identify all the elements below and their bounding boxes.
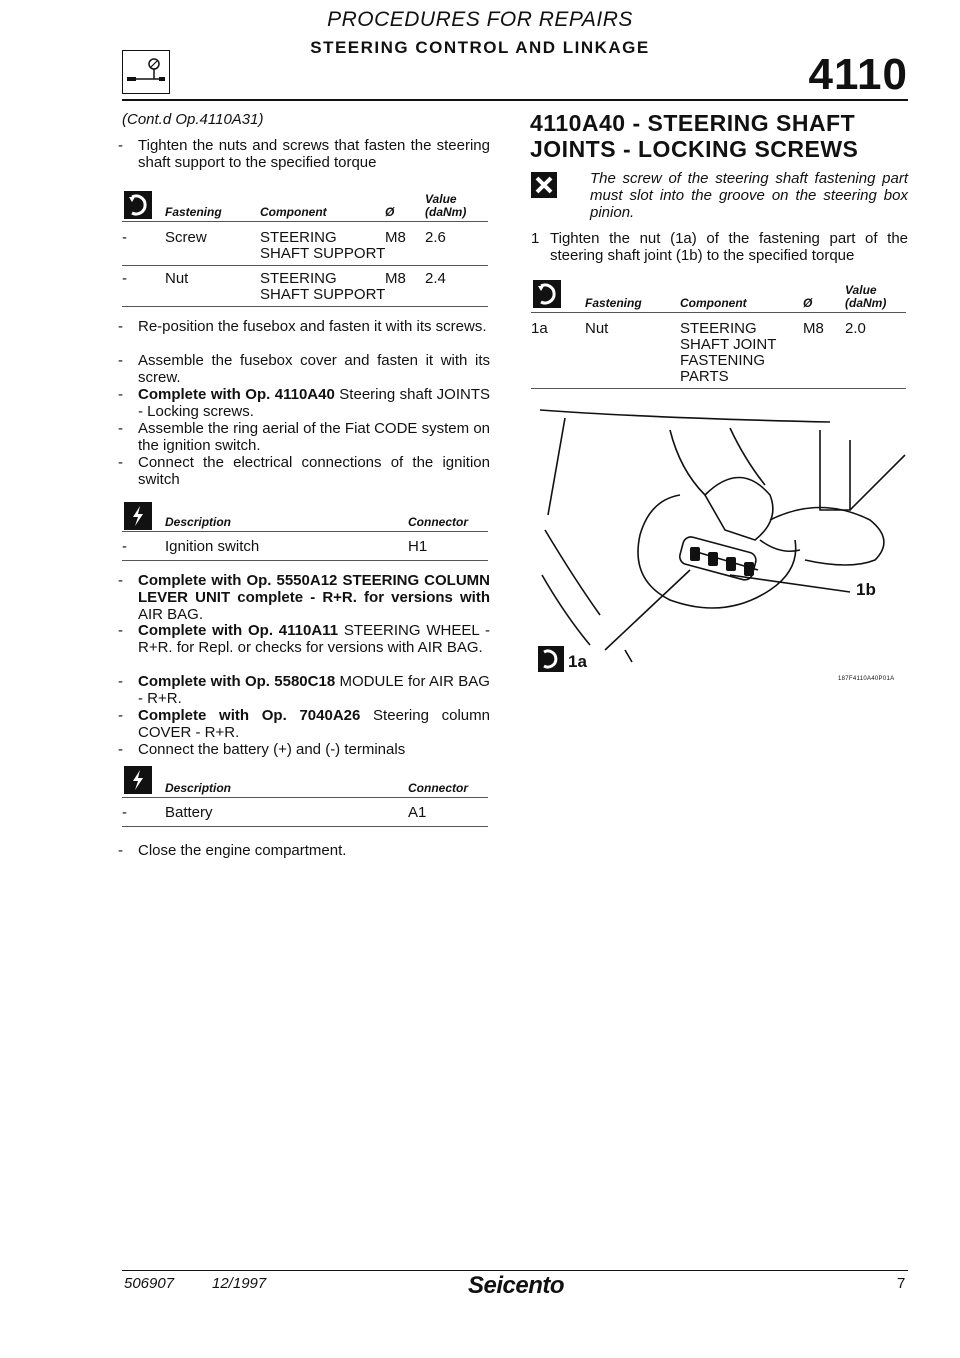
row-component-2: SHAFT JOINT	[680, 336, 777, 353]
continuation-note: (Cont.d Op.4110A31)	[122, 111, 264, 128]
section-heading: 4110A40 - STEERING SHAFT JOINTS - LOCKING SCREWS	[530, 110, 859, 162]
row-value: 2.0	[845, 320, 866, 337]
row-diameter: M8	[803, 320, 824, 337]
row-diameter: M8	[385, 229, 406, 246]
step-reposition-fusebox: - Re-position the fusebox and fasten it with its screws.	[118, 318, 487, 335]
figure-code: 187F4110A40P01A	[838, 676, 895, 682]
row-connector: H1	[408, 538, 428, 555]
col-description: Description	[165, 515, 232, 529]
page-number: 7	[897, 1275, 906, 1292]
row-description: Battery	[165, 804, 213, 821]
row-value: 2.4	[425, 270, 446, 287]
col-connector: Connector	[408, 515, 468, 529]
table-rule	[122, 826, 488, 827]
row-value: 2.6	[425, 229, 446, 246]
row-fastening: Screw	[165, 229, 207, 246]
torque-wrench-icon	[533, 280, 561, 308]
row-component-4: PARTS	[680, 368, 729, 385]
torque-wrench-icon	[124, 191, 152, 219]
step-complete-5550a12: - Complete with Op. 5550A12 STEERING COLUMN LEVER UNIT complete - R+R. for versions with AIR BAG.	[118, 572, 490, 623]
footer-rule	[122, 1270, 908, 1271]
row-diameter: M8	[385, 270, 406, 287]
table-rule	[122, 221, 488, 222]
table-rule	[122, 265, 488, 266]
table-rule	[122, 560, 488, 561]
step-close-engine: - Close the engine compartment.	[118, 842, 347, 859]
row-mark: -	[122, 804, 127, 821]
step-complete-7040a26: - Complete with Op. 7040A26 Steering column COVER - R+R.	[118, 707, 490, 741]
row-mark: -	[122, 229, 127, 246]
table-rule	[122, 306, 488, 307]
row-fastening: Nut	[165, 270, 189, 287]
step-tighten-support: - Tighten the nuts and screws that fasten the steering shaft support to the specified torque	[118, 137, 490, 171]
col-value-2: (daNm)	[425, 205, 467, 219]
brand-logo: Seicento	[468, 1272, 565, 1299]
header-top-title: PROCEDURES FOR REPAIRS	[327, 8, 633, 31]
table-rule	[531, 388, 906, 389]
header-rule	[122, 99, 908, 101]
doc-number: 506907	[124, 1275, 175, 1292]
col-component: Component	[260, 205, 327, 219]
col-description: Description	[165, 781, 232, 795]
col-value-2: (daNm)	[845, 296, 887, 310]
step-ring-aerial: - Assemble the ring aerial of the Fiat CODE system on the ignition switch.	[118, 420, 490, 454]
doc-date: 12/1997	[212, 1275, 267, 1292]
label-1b: 1b	[856, 580, 876, 599]
table-rule	[122, 531, 488, 532]
label-1a: 1a	[568, 652, 587, 671]
step-assemble-cover: - Assemble the fusebox cover and fasten it with its screw.	[118, 352, 490, 386]
col-diameter: Ø	[385, 205, 395, 219]
row-component-2: SHAFT SUPPORT	[260, 286, 386, 303]
row-component-3: FASTENING	[680, 352, 766, 369]
section-number: 4110	[808, 50, 908, 99]
row-mark: -	[122, 270, 127, 287]
row-fastening: Nut	[585, 320, 609, 337]
step-number: 1	[531, 230, 540, 247]
col-fastening: Fastening	[165, 205, 222, 219]
row-component: STEERING	[680, 320, 757, 337]
electrical-icon	[124, 502, 152, 530]
table-rule	[122, 797, 488, 798]
row-component: STEERING	[260, 270, 337, 287]
steering-icon	[122, 50, 170, 94]
col-connector: Connector	[408, 781, 468, 795]
warning-icon	[531, 172, 557, 198]
step-complete-4110a40: - Complete with Op. 4110A40 Steering shaft JOINTS - Locking screws.	[118, 386, 490, 420]
row-component: STEERING	[260, 229, 337, 246]
col-diameter: Ø	[803, 296, 813, 310]
row-component-2: SHAFT SUPPORT	[260, 245, 386, 262]
col-value-1: Value	[425, 192, 457, 206]
step-tighten-nut: Tighten the nut (1a) of the fastening part of the steering shaft joint (1b) to the specified torque	[550, 230, 908, 264]
electrical-icon	[124, 766, 152, 794]
step-complete-4110a11: - Complete with Op. 4110A11 STEERING WHEEL - R+R. for Repl. or checks for versions with AIR BAG.	[118, 622, 490, 656]
warning-note: The screw of the steering shaft fastening part must slot into the groove on the steering box pinion.	[590, 170, 908, 221]
steering-joint-figure	[530, 400, 910, 690]
table-rule	[531, 312, 906, 313]
col-value-1: Value	[845, 283, 877, 297]
step-connect-battery: - Connect the battery (+) and (-) terminals	[118, 741, 406, 758]
step-complete-5580c18: - Complete with Op. 5580C18 MODULE for AIR BAG - R+R.	[118, 673, 490, 707]
row-description: Ignition switch	[165, 538, 260, 555]
step-connect-ignition: - Connect the electrical connections of the ignition switch	[118, 454, 490, 488]
row-connector: A1	[408, 804, 427, 821]
row-mark: 1a	[531, 320, 548, 337]
row-mark: -	[122, 538, 127, 555]
header-section-title: STEERING CONTROL AND LINKAGE	[310, 38, 650, 57]
col-component: Component	[680, 296, 747, 310]
col-fastening: Fastening	[585, 296, 642, 310]
